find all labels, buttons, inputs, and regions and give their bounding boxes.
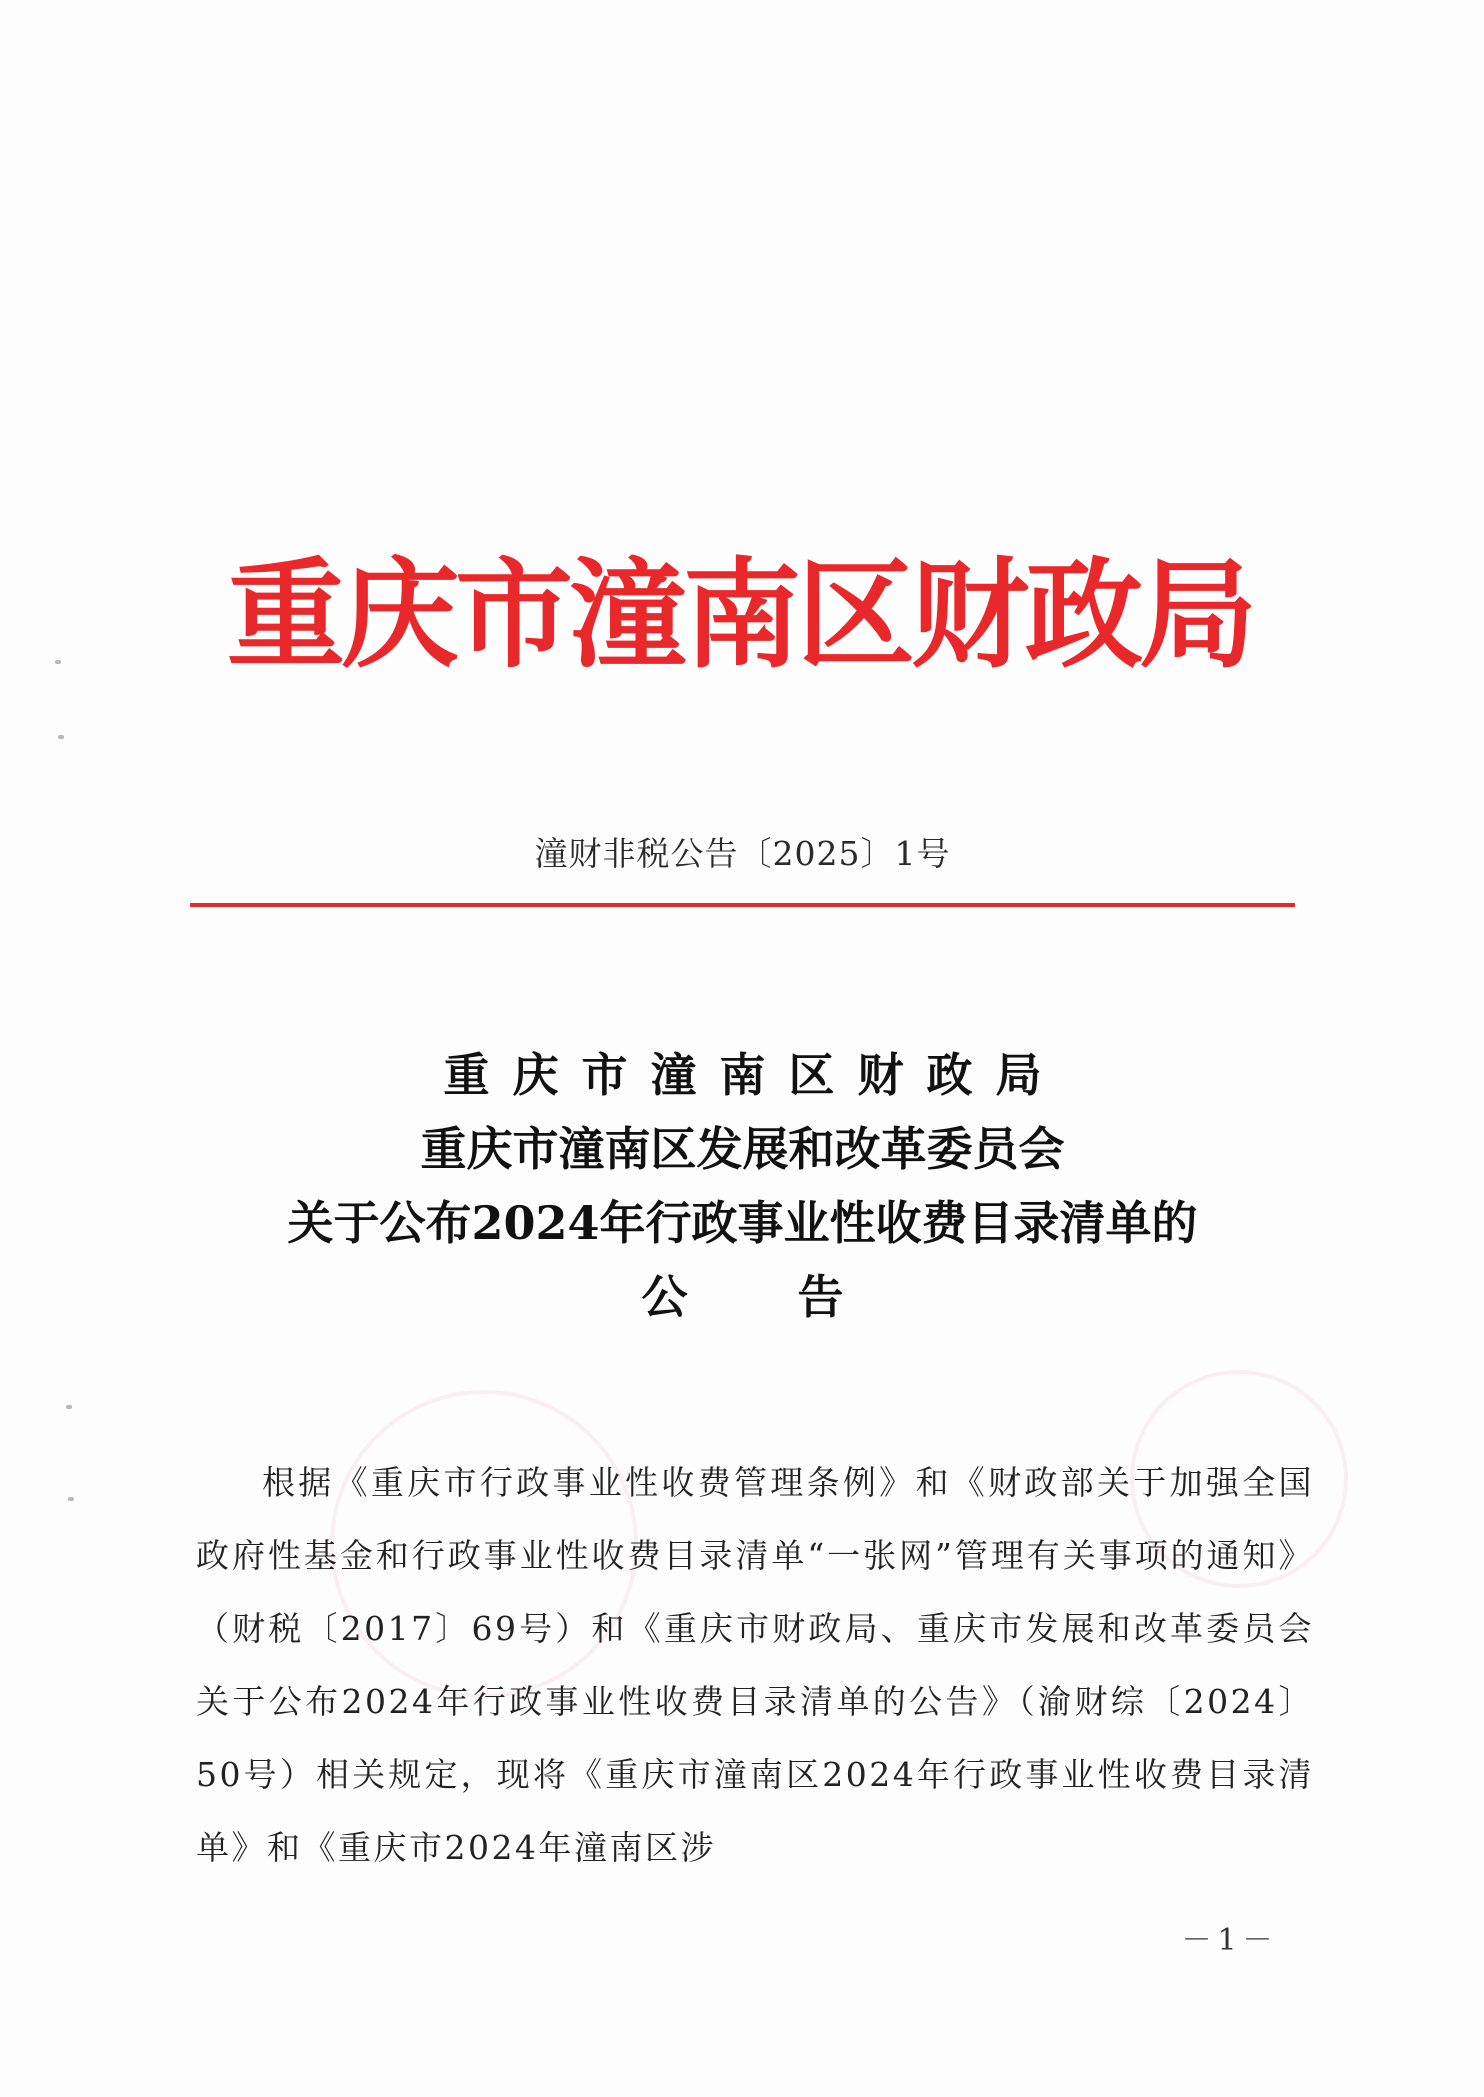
title-line-4: 公告: [641, 1270, 954, 1324]
document-title: [190, 1038, 1295, 1334]
document-number: 潼财非税公告〔2025〕1号: [534, 834, 951, 873]
scan-speck: [66, 1405, 72, 1409]
scan-speck: [58, 735, 64, 739]
body-paragraph: 根据《重庆市行政事业性收费管理条例》和《财政部关于加强全国政府性基金和行政事业性收费目录清单“一张网”管理有关事项的通知》（财税〔2017〕69号）和《重庆市财政局、重庆市发展和改革委员会关于公布2024年行政事业性收费目录清单的公告》（渝财综〔2024〕50号）相关规定，现将《重庆市潼南区2024年行政事业性收费目录清单》和《重庆市2024年潼南区涉: [196, 1463, 1314, 1867]
scan-speck: [68, 1497, 74, 1501]
page-number: －1－: [1181, 1923, 1279, 1958]
title-line-3: 关于公布2024年行政事业性收费目录清单的: [287, 1196, 1198, 1250]
title-line-2: 重庆市潼南区发展和改革委员会: [420, 1122, 1065, 1176]
scan-speck: [55, 660, 61, 664]
red-divider-line: [190, 903, 1295, 907]
title-line-1: 重庆市潼南区财政局: [443, 1048, 1065, 1102]
masthead-org-name: 重庆市潼南区财政局: [226, 545, 1253, 684]
